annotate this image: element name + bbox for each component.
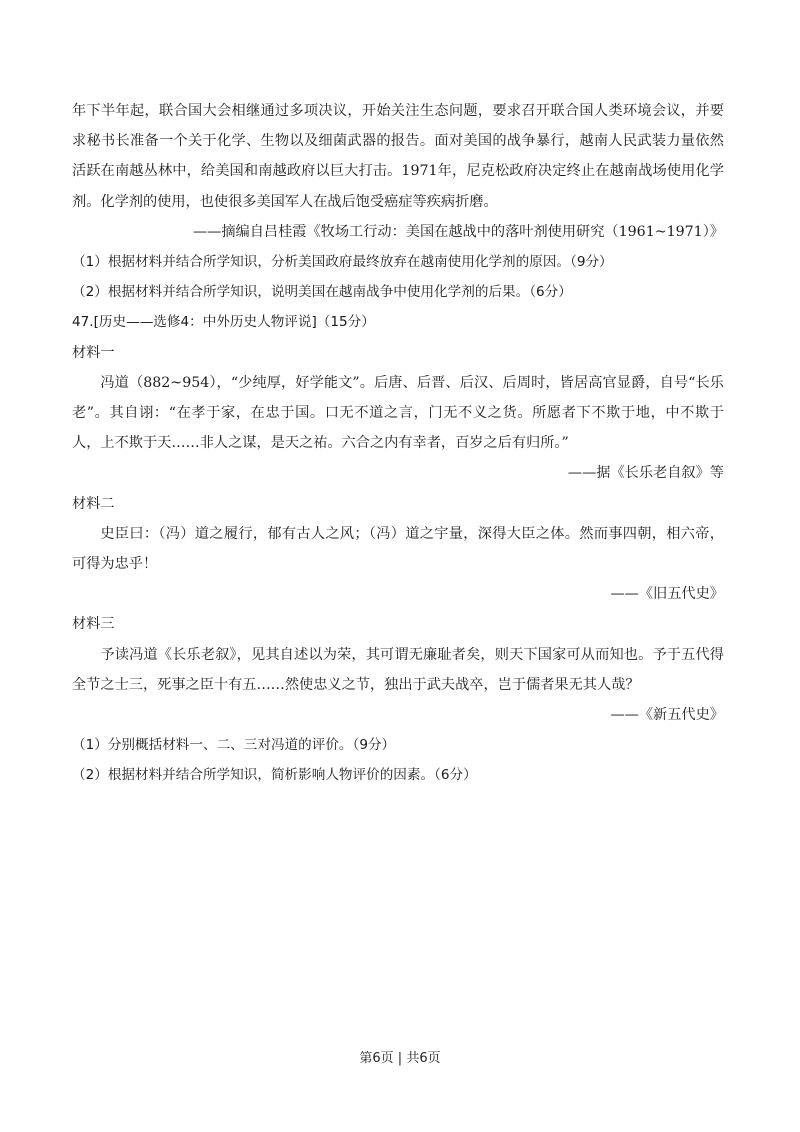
q47-heading: 47.[历史——选修4：中外历史人物评说]（15分） xyxy=(72,314,375,331)
page-content xyxy=(72,96,724,790)
intro-paragraph: 年下半年起，联合国大会相继通过多项决议，开始关注生态问题，要求召开联合国人类环境会议，并要求秘书长准备一个关于化学、生物以及细菌武器的报告。面对美国的战争暴行，越南人民武装力量依然活跃在南越丛林中，给美国和南越政府以巨大打击。1971年，尼克松政府决定终止在越南战场使用化学剂。化学剂的使用，也使很多美国军人在战后饱受癌症等疾病折磨。 xyxy=(72,103,724,210)
q46-sub1: （1）根据材料并结合所学知识，分析美国政府最终放弃在越南使用化学剂的原因。（9分） xyxy=(72,254,613,270)
material1-text: 冯道（882~954），“少纯厚，好学能文”。后唐、后晋、后汉、后周时，皆居高官显爵，自号“长乐老”。其自诩：“在孝于家，在忠于国。口无不道之言，门无不义之货。所愿者下不欺于地，中不欺于人，上不欺于天……非人之谋，是天之祐。六合之内有幸者，百岁之后有归所。” xyxy=(72,374,724,452)
material3-text: 予读冯道《长乐老叙》，见其自述以为荣，其可谓无廉耻者矣，则天下国家可从而知也。予于五代得全节之士三，死事之臣十有五……然使忠义之节，独出于武夫战卒，岂于儒者果无其人哉？ xyxy=(72,646,724,693)
material1-source: ——据《长乐老自叙》等 xyxy=(567,465,724,482)
material3-source: ——《新五代史》 xyxy=(610,706,724,723)
q47-sub2: （2）根据材料并结合所学知识，简析影响人物评价的因素。（6分） xyxy=(72,767,477,784)
material2-source: ——《旧五代史》 xyxy=(610,586,724,603)
material2-label: 材料二 xyxy=(72,495,115,512)
material1-label: 材料一 xyxy=(72,344,115,361)
q47-sub1: （1）分别概括材料一、二、三对冯道的评价。（9分） xyxy=(72,737,396,754)
material2-text: 史臣曰：（冯）道之履行，郁有古人之风；（冯）道之宇量，深得大臣之体。然而事四朝，相六帝，可得为忠乎！ xyxy=(72,525,724,572)
q46-sub2: （2）根据材料并结合所学知识，说明美国在越南战争中使用化学剂的后果。（6分） xyxy=(72,284,572,301)
intro-source: ——摘编自吕桂霞《牧场工行动：美国在越战中的落叶剂使用研究（1961~1971）》 xyxy=(192,223,724,240)
page-footer: 第6页 | 共6页 xyxy=(359,1051,441,1066)
material3-label: 材料三 xyxy=(72,616,115,633)
